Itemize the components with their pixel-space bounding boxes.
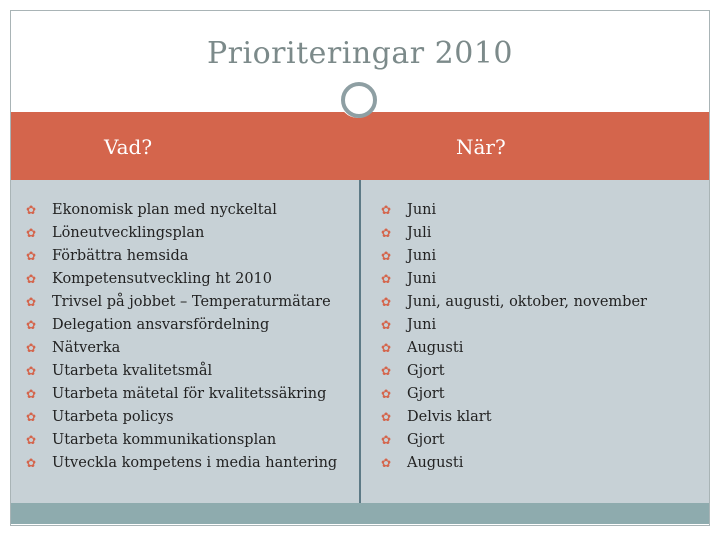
flower-bullet-icon: ✿ <box>380 295 392 309</box>
when-item <box>375 383 647 406</box>
slide-title: Prioriteringar 2010 <box>207 36 513 71</box>
when-item <box>375 360 647 383</box>
flower-bullet-icon: ✿ <box>25 387 37 401</box>
column-header-what: Vad? <box>104 135 153 159</box>
what-list <box>20 199 337 475</box>
flower-bullet-icon: ✿ <box>25 456 37 470</box>
column-header-when: När? <box>456 135 506 159</box>
when-item <box>375 406 647 429</box>
when-item <box>375 337 647 360</box>
flower-bullet-icon: ✿ <box>380 318 392 332</box>
what-item <box>20 360 337 383</box>
when-item-text: Juni, augusti, oktober, november <box>407 294 647 310</box>
flower-bullet-icon: ✿ <box>380 456 392 470</box>
when-item <box>375 429 647 452</box>
what-item <box>20 245 337 268</box>
what-item-text: Utveckla kompetens i media hantering <box>52 455 338 471</box>
flower-bullet-icon: ✿ <box>380 272 392 286</box>
what-item-text: Löneutvecklingsplan <box>52 225 205 241</box>
what-item <box>20 199 337 222</box>
flower-bullet-icon: ✿ <box>380 226 392 240</box>
when-item-text: Gjort <box>407 386 445 402</box>
flower-bullet-icon: ✿ <box>380 410 392 424</box>
when-item-text: Juni <box>407 271 437 287</box>
when-item-text: Delvis klart <box>407 409 492 425</box>
flower-bullet-icon: ✿ <box>25 318 37 332</box>
what-item <box>20 222 337 245</box>
footer-band <box>11 503 709 524</box>
when-item <box>375 291 647 314</box>
what-item-text: Utarbeta kvalitetsmål <box>52 363 213 379</box>
flower-bullet-icon: ✿ <box>380 249 392 263</box>
what-item-text: Utarbeta policys <box>52 409 174 425</box>
flower-bullet-icon: ✿ <box>25 410 37 424</box>
flower-bullet-icon: ✿ <box>25 203 37 217</box>
when-item-text: Juli <box>407 225 432 241</box>
what-item <box>20 383 337 406</box>
flower-bullet-icon: ✿ <box>380 387 392 401</box>
when-item-text: Juni <box>407 248 437 264</box>
flower-bullet-icon: ✿ <box>380 364 392 378</box>
what-item-text: Ekonomisk plan med nyckeltal <box>52 202 277 218</box>
what-item-text: Kompetensutveckling ht 2010 <box>52 271 272 287</box>
what-item <box>20 268 337 291</box>
column-divider <box>359 180 361 503</box>
flower-bullet-icon: ✿ <box>25 364 37 378</box>
when-item <box>375 245 647 268</box>
what-item <box>20 429 337 452</box>
flower-bullet-icon: ✿ <box>25 249 37 263</box>
when-item-text: Augusti <box>407 340 464 356</box>
when-item-text: Augusti <box>407 455 464 471</box>
when-item-text: Gjort <box>407 363 445 379</box>
when-item <box>375 268 647 291</box>
what-item-text: Utarbeta mätetal för kvalitetssäkring <box>52 386 327 402</box>
when-item-text: Juni <box>407 317 437 333</box>
when-item <box>375 452 647 475</box>
what-item <box>20 291 337 314</box>
when-item <box>375 222 647 245</box>
flower-bullet-icon: ✿ <box>25 272 37 286</box>
flower-bullet-icon: ✿ <box>25 433 37 447</box>
when-list <box>375 199 647 475</box>
what-item-text: Nätverka <box>52 340 121 356</box>
flower-bullet-icon: ✿ <box>25 295 37 309</box>
when-item <box>375 314 647 337</box>
flower-bullet-icon: ✿ <box>25 341 37 355</box>
what-item <box>20 337 337 360</box>
flower-bullet-icon: ✿ <box>380 433 392 447</box>
what-item <box>20 314 337 337</box>
circle-ornament-icon <box>341 82 377 118</box>
flower-bullet-icon: ✿ <box>25 226 37 240</box>
what-item <box>20 452 337 475</box>
flower-bullet-icon: ✿ <box>380 203 392 217</box>
what-item-text: Trivsel på jobbet – Temperaturmätare <box>52 294 331 310</box>
when-item <box>375 199 647 222</box>
when-item-text: Juni <box>407 202 437 218</box>
what-item-text: Förbättra hemsida <box>52 248 189 264</box>
what-item <box>20 406 337 429</box>
when-item-text: Gjort <box>407 432 445 448</box>
flower-bullet-icon: ✿ <box>380 341 392 355</box>
what-item-text: Utarbeta kommunikationsplan <box>52 432 277 448</box>
what-item-text: Delegation ansvarsfördelning <box>52 317 270 333</box>
